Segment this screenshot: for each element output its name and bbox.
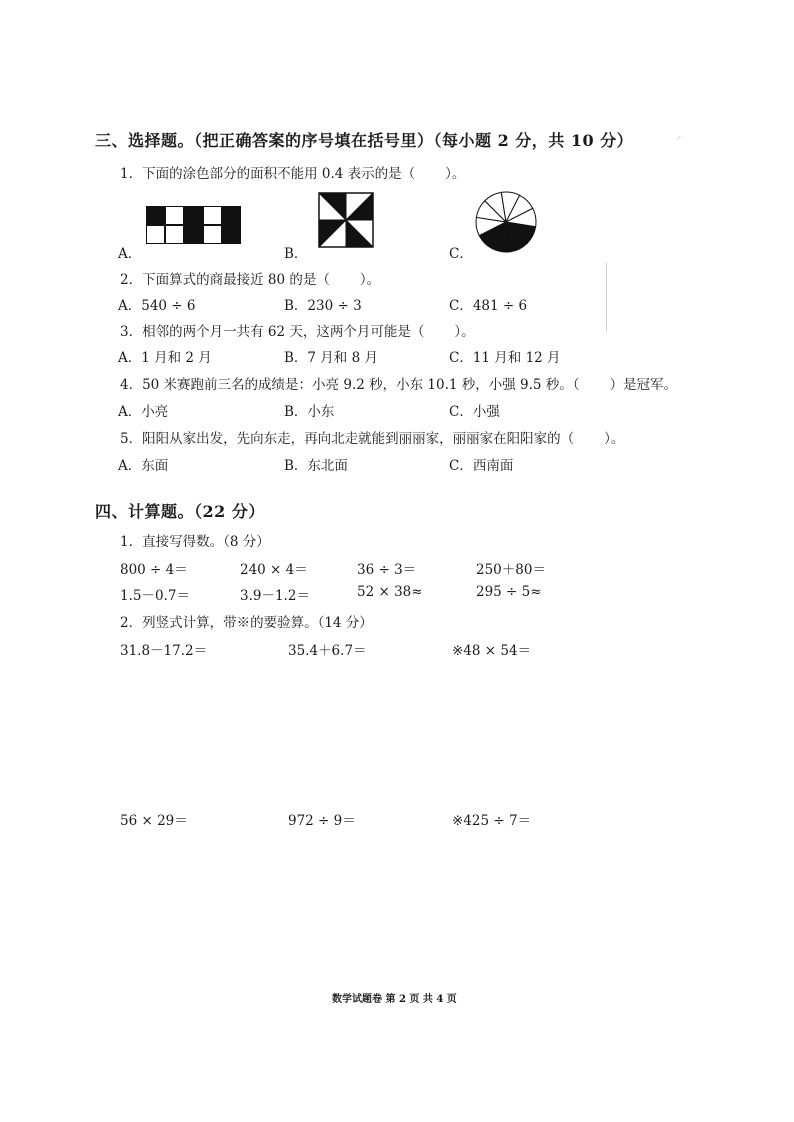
option-3c: C．11 月和 12 月	[449, 350, 561, 366]
vertical-calc-1: 31.8－17.2＝	[120, 643, 208, 659]
option-2a: A．540 ÷ 6	[118, 298, 196, 314]
scan-artifact-mark-1: ⸝	[676, 129, 682, 142]
grid-cell	[184, 225, 203, 244]
grid-cell	[222, 225, 241, 244]
vertical-calc-4: 56 × 29＝	[120, 813, 188, 829]
calc-1-8: 295 ÷ 5≈	[476, 584, 542, 600]
square-figure	[318, 192, 374, 248]
grid-cell	[165, 206, 184, 225]
question-2-suffix: ）。	[359, 272, 381, 288]
calc-1-6: 3.9－1.2＝	[240, 588, 310, 604]
option-2b: B．230 ÷ 3	[284, 298, 362, 314]
question-4-text: 4．50 米赛跑前三名的成绩是：小亮 9.2 秒，小东 10.1 秒，小强 9.5 秒。（	[120, 377, 580, 393]
section3-title: 三、选择题。（把正确答案的序号填在括号里）（每小题 2 分，共 10 分）	[95, 131, 634, 150]
section4-title: 四、计算题。（22 分）	[95, 502, 265, 521]
question-2	[120, 268, 380, 288]
grid-cell	[203, 206, 222, 225]
question-3-suffix: ）。	[454, 324, 475, 340]
question-1	[120, 162, 465, 182]
option-4a: A．小亮	[118, 404, 169, 420]
option-3b: B．7 月和 8 月	[284, 350, 378, 366]
option-5b: B．东北面	[284, 458, 348, 474]
question-1-text: 1．下面的涂色部分的面积不能用 0.4 表示的是（	[120, 166, 416, 182]
grid-cell	[146, 206, 165, 225]
vertical-calc-3: ※48 × 54＝	[452, 643, 532, 659]
question-4	[120, 373, 677, 393]
page-footer: 数学试题卷 第 2 页 共 4 页	[332, 994, 457, 1005]
question-5-text: 5．阳阳从家出发，先向东走，再向北走就能到丽丽家，丽丽家在阳阳家的（	[120, 431, 575, 447]
calc-1-7: 52 × 38≈	[357, 584, 423, 600]
option-5c: C．西南面	[449, 458, 514, 474]
option-3a: A．1 月和 2 月	[118, 350, 212, 366]
option-4b: B．小东	[284, 404, 335, 420]
grid-cell	[203, 225, 222, 244]
question-4-suffix: ）是冠军。	[609, 377, 678, 393]
question-3-text: 3．相邻的两个月一共有 62 天，这两个月可能是（	[120, 324, 425, 340]
option-5a: A．东面	[118, 458, 169, 474]
scan-artifact-line	[606, 262, 607, 332]
calc-1-4: 250＋80＝	[476, 562, 546, 578]
circle-figure	[474, 190, 538, 254]
vertical-calc-6: ※425 ÷ 7＝	[452, 813, 532, 829]
question-5	[120, 427, 624, 447]
part2-title: 2．列竖式计算，带※的要验算。（14 分）	[120, 615, 373, 631]
grid-cell	[222, 206, 241, 225]
option-1c-label: C．	[449, 246, 473, 262]
calc-1-3: 36 ÷ 3＝	[357, 562, 417, 578]
question-2-text: 2．下面算式的商最接近 80 的是（	[120, 272, 330, 288]
option-4c: C．小强	[449, 404, 500, 420]
vertical-calc-5: 972 ÷ 9＝	[288, 813, 356, 829]
calc-1-1: 800 ÷ 4＝	[120, 562, 188, 578]
grid-cell	[184, 206, 203, 225]
option-1b-label: B．	[284, 246, 308, 262]
vertical-calc-2: 35.4＋6.7＝	[288, 643, 367, 659]
option-1a-label: A．	[118, 246, 142, 262]
grid-figure	[146, 206, 241, 244]
question-3	[120, 320, 475, 340]
question-1-suffix: ）。	[445, 166, 466, 182]
question-5-suffix: ）。	[604, 431, 625, 447]
grid-cell	[165, 225, 184, 244]
option-2c: C．481 ÷ 6	[449, 298, 528, 314]
calc-1-5: 1.5－0.7＝	[120, 588, 190, 604]
part1-title: 1．直接写得数。（8 分）	[120, 534, 270, 550]
calc-1-2: 240 × 4＝	[240, 562, 308, 578]
grid-cell	[146, 225, 165, 244]
